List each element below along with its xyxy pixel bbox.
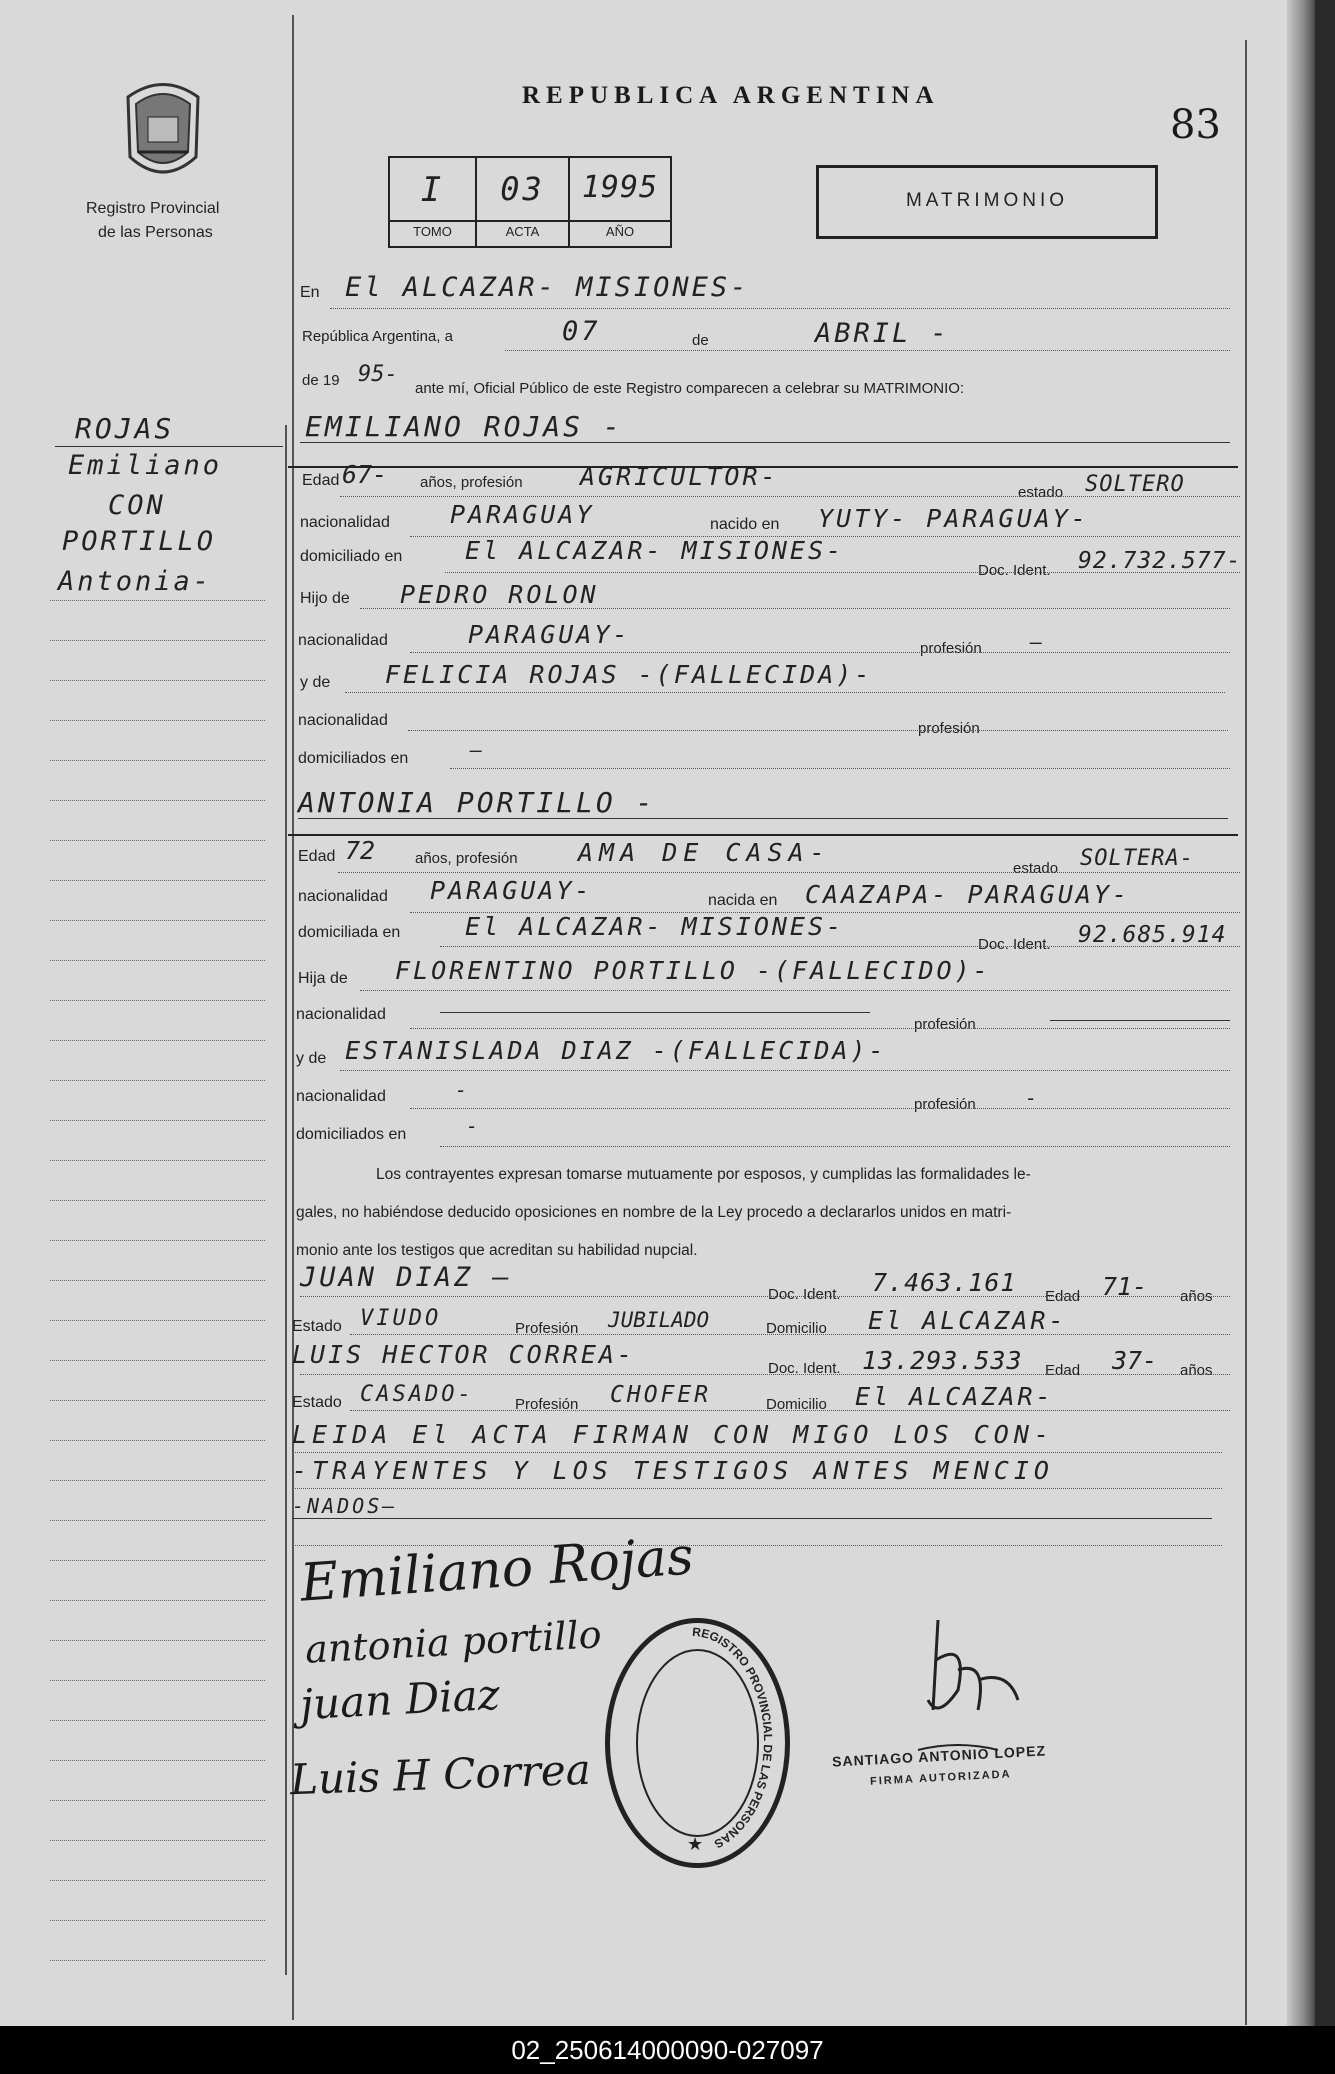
margin-rule-line (50, 1120, 265, 1121)
label-bride-edad: Edad (298, 848, 336, 865)
groom-name: EMILIANO ROJAS - (305, 410, 623, 443)
acta-value: 03 (500, 170, 545, 208)
margin-rule-line (50, 1600, 265, 1601)
closing-line3: -NADOS— (292, 1494, 398, 1518)
signature-witness2: Luis H Correa (289, 1744, 592, 1805)
label-w1-dom: Domicilio (766, 1320, 827, 1337)
signature-witness1: juan Diaz (298, 1669, 501, 1730)
margin-rule-line (50, 1320, 265, 1321)
label-bride-father-prof: profesión (914, 1016, 976, 1033)
margin-rule-line (50, 1040, 265, 1041)
registry-name-line2: de las Personas (98, 224, 213, 241)
bride-doc: 92.685.914 (1078, 922, 1227, 948)
label-w2-prof: Profesión (515, 1396, 579, 1413)
label-groom-nacido: nacido en (710, 516, 780, 533)
witness1-name: JUAN DIAZ — (300, 1262, 512, 1293)
registry-stamp (605, 1618, 790, 1868)
label-bride-dom: domiciliada en (298, 924, 401, 941)
margin-rule-line (50, 1080, 265, 1081)
stamp-text: REGISTRO PROVINCIAL DE LAS PERSONAS (691, 1624, 775, 1852)
label-mother-prof: profesión (918, 720, 980, 737)
signature-groom: Emiliano Rojas (298, 1526, 696, 1614)
witness1-doc: 7.463.161 (872, 1268, 1017, 1297)
witness1-estado: VIUDO (360, 1306, 442, 1331)
record-type-box (816, 165, 1158, 239)
acta-label: ACTA (505, 224, 540, 239)
label-w1-edad: Edad (1045, 1288, 1081, 1305)
witness2-profession: CHOFER (610, 1382, 712, 1408)
margin-rule-line (50, 920, 265, 921)
margin-rule-line (50, 960, 265, 961)
margin-rule-line (50, 600, 265, 601)
label-bride-domiciliados: domiciliados en (296, 1126, 407, 1143)
label-w2-edad: Edad (1045, 1362, 1081, 1379)
label-w1-prof: Profesión (515, 1320, 579, 1337)
label-groom-estado: estado (1018, 484, 1064, 501)
date-month: ABRIL - (815, 318, 950, 349)
margin-rule-line (50, 720, 265, 721)
margin-rule-line (50, 1640, 265, 1641)
margin-name-2: Antonia- (58, 566, 213, 597)
witness1-profession: JUBILADO (608, 1308, 710, 1332)
witness2-estado: CASADO- (360, 1382, 474, 1407)
province-seal-icon (118, 72, 208, 187)
svg-text:REGISTRO PROVINCIAL DE LAS PER (692, 1625, 775, 1851)
margin-surname-1: ROJAS (75, 412, 175, 445)
margin-rule-line (50, 1280, 265, 1281)
margin-rule-line (50, 680, 265, 681)
margin-rule-line (50, 1960, 265, 1961)
signature-bride: antonia portillo (304, 1612, 603, 1672)
label-de: de (692, 332, 709, 349)
tomo-label: TOMO (413, 224, 452, 239)
label-bride-estado: estado (1013, 860, 1059, 877)
groom-nationality: PARAGUAY (450, 500, 595, 529)
label-w1-estado: Estado (292, 1318, 342, 1335)
label-w2-estado: Estado (292, 1394, 342, 1411)
margin-rule-line (50, 1200, 265, 1201)
witness2-age: 37- (1112, 1346, 1158, 1375)
stamp-text-ring-icon (605, 1618, 780, 1858)
date-day: 07 (562, 316, 601, 347)
place-value: El ALCAZAR- MISIONES- (345, 272, 750, 303)
margin-rule-line (50, 1480, 265, 1481)
margin-rule-line (50, 1720, 265, 1721)
bride-mother-nationality: - (455, 1078, 471, 1102)
margin-rule-line (50, 1520, 265, 1521)
bride-profession: AMA DE CASA- (578, 838, 831, 867)
closing-line2: -TRAYENTES Y LOS TESTIGOS ANTES MENCIO (292, 1456, 1054, 1485)
bride-father: FLORENTINO PORTILLO -(FALLECIDO)- (395, 956, 991, 985)
label-hija: Hija de (298, 970, 348, 987)
margin-divider (292, 15, 294, 2020)
label-groom-edad: Edad (302, 472, 340, 489)
bride-name: ANTONIA PORTILLO - (298, 786, 656, 819)
label-bride-prof: años, profesión (415, 850, 518, 867)
document-id-footer: 02_250614000090-027097 (0, 2026, 1335, 2074)
label-mother-nac: nacionalidad (298, 712, 388, 729)
label-bride-mother-prof: profesión (914, 1096, 976, 1113)
officer-title: FIRMA AUTORIZADA (869, 1768, 1012, 1788)
label-w1-anios: años (1180, 1288, 1213, 1305)
margin-rule-line (50, 1840, 265, 1841)
label-bride-mother-nac: nacionalidad (296, 1088, 386, 1105)
label-father-nac: nacionalidad (298, 632, 388, 649)
bride-nationality: PARAGUAY- (430, 876, 593, 905)
groom-age: 67- (342, 460, 388, 489)
groom-profession: AGRICULTOR- (580, 462, 779, 491)
groom-father: PEDRO ROLON (400, 580, 599, 609)
bride-birthplace: CAAZAPA- PARAGUAY- (805, 880, 1130, 909)
margin-rule-line (50, 1800, 265, 1801)
groom-mother: FELICIA ROJAS -(FALLECIDA)- (385, 660, 873, 689)
label-groom-dom: domiciliado en (300, 548, 403, 565)
label-w1-doc: Doc. Ident. (768, 1286, 841, 1303)
bride-domicile: El ALCAZAR- MISIONES- (465, 912, 845, 941)
anio-label: AÑO (605, 224, 635, 239)
margin-con: CON (108, 490, 166, 521)
margin-name-1: Emiliano (68, 450, 223, 481)
margin-rule-line (50, 1000, 265, 1001)
form-left-border (285, 425, 287, 1975)
label-bride-doc: Doc. Ident. (978, 936, 1051, 953)
label-father-prof: profesión (920, 640, 982, 657)
record-id-box (388, 156, 672, 248)
groom-estado: SOLTERO (1085, 472, 1185, 497)
margin-surname-2: PORTILLO (62, 526, 217, 557)
witness2-name: LUIS HECTOR CORREA- (292, 1340, 635, 1369)
label-bride-yde: y de (296, 1050, 327, 1067)
witness2-doc: 13.293.533 (862, 1346, 1023, 1375)
bride-age: 72 (345, 836, 376, 865)
right-border (1245, 40, 1247, 2025)
label-de-year: de 19 (302, 372, 340, 389)
label-groom-domiciliados: domiciliados en (298, 750, 409, 767)
officer-name: SANTIAGO ANTONIO LOPEZ (831, 1742, 1047, 1770)
tomo-value: I (420, 170, 445, 210)
label-w2-doc: Doc. Ident. (768, 1360, 841, 1377)
label-bride-nac: nacionalidad (298, 888, 388, 905)
bride-estado: SOLTERA- (1080, 846, 1194, 871)
margin-rule-line (50, 1440, 265, 1441)
declaration-line3: monio ante los testigos que acreditan su habilidad nupcial. (296, 1242, 698, 1259)
groom-birthplace: YUTY- PARAGUAY- (818, 504, 1089, 533)
witness1-domicile: El ALCAZAR- (868, 1306, 1067, 1335)
bride-mother-profession: - (1025, 1086, 1041, 1110)
witness2-domicile: El ALCAZAR- (855, 1382, 1054, 1411)
margin-rule-line (50, 1160, 265, 1161)
margin-rule-line (50, 880, 265, 881)
closing-line1: LEIDA El ACTA FIRMAN CON MIGO LOS CON- (292, 1420, 1054, 1449)
country-title: REPUBLICA ARGENTINA (522, 82, 940, 109)
bride-parents-domicile: - (466, 1114, 482, 1138)
margin-rule-line (50, 840, 265, 841)
label-en: En (300, 284, 320, 301)
margin-rule-line (50, 1760, 265, 1761)
margin-rule-line (50, 760, 265, 761)
margin-rule-line (50, 640, 265, 641)
label-groom-yde: y de (300, 674, 331, 691)
witness1-age: 71- (1102, 1272, 1148, 1301)
label-bride-father-nac: nacionalidad (296, 1006, 386, 1023)
margin-rule-line (50, 800, 265, 801)
margin-rule-line (50, 1400, 265, 1401)
groom-parents-domicile: — (470, 738, 486, 762)
groom-doc: 92.732.577- (1078, 548, 1242, 574)
svg-text:★: ★ (687, 1834, 704, 1854)
margin-rule (55, 446, 283, 447)
groom-father-profession: — (1030, 630, 1046, 654)
label-groom-doc: Doc. Ident. (978, 562, 1051, 579)
year-suffix: 95- (358, 362, 398, 387)
label-w2-anios: años (1180, 1362, 1213, 1379)
declaration-line1: Los contrayentes expresan tomarse mutuamente por esposos, y cumplidas las formalidades le- (376, 1166, 1031, 1183)
bride-mother: ESTANISLADA DIAZ -(FALLECIDA)- (345, 1036, 887, 1065)
groom-father-nationality: PARAGUAY- (468, 620, 631, 649)
groom-domicile: El ALCAZAR- MISIONES- (465, 536, 845, 565)
label-w2-dom: Domicilio (766, 1396, 827, 1413)
page-number: 83 (1170, 102, 1221, 148)
record-type: MATRIMONIO (905, 190, 1069, 211)
margin-rule-line (50, 1240, 265, 1241)
label-groom-nac: nacionalidad (300, 514, 390, 531)
margin-rule-line (50, 1360, 265, 1361)
margin-rule-line (50, 1560, 265, 1561)
label-bride-nacida: nacida en (708, 892, 778, 909)
margin-rule-line (50, 1680, 265, 1681)
label-hijo: Hijo de (300, 590, 350, 607)
label-republica: República Argentina, a (302, 328, 453, 345)
label-groom-prof: años, profesión (420, 474, 523, 491)
registry-name-line1: Registro Provincial (86, 200, 220, 217)
declaration-line2: gales, no habiéndose deducido oposiciones en nombre de la Ley procedo a declararlos unidos en matri- (296, 1204, 1012, 1221)
margin-rule-line (50, 1880, 265, 1881)
intro-text: ante mí, Oficial Público de este Registro comparecen a celebrar su MATRIMONIO: (415, 380, 965, 397)
anio-value: 1995 (581, 170, 659, 205)
margin-rule-line (50, 1920, 265, 1921)
